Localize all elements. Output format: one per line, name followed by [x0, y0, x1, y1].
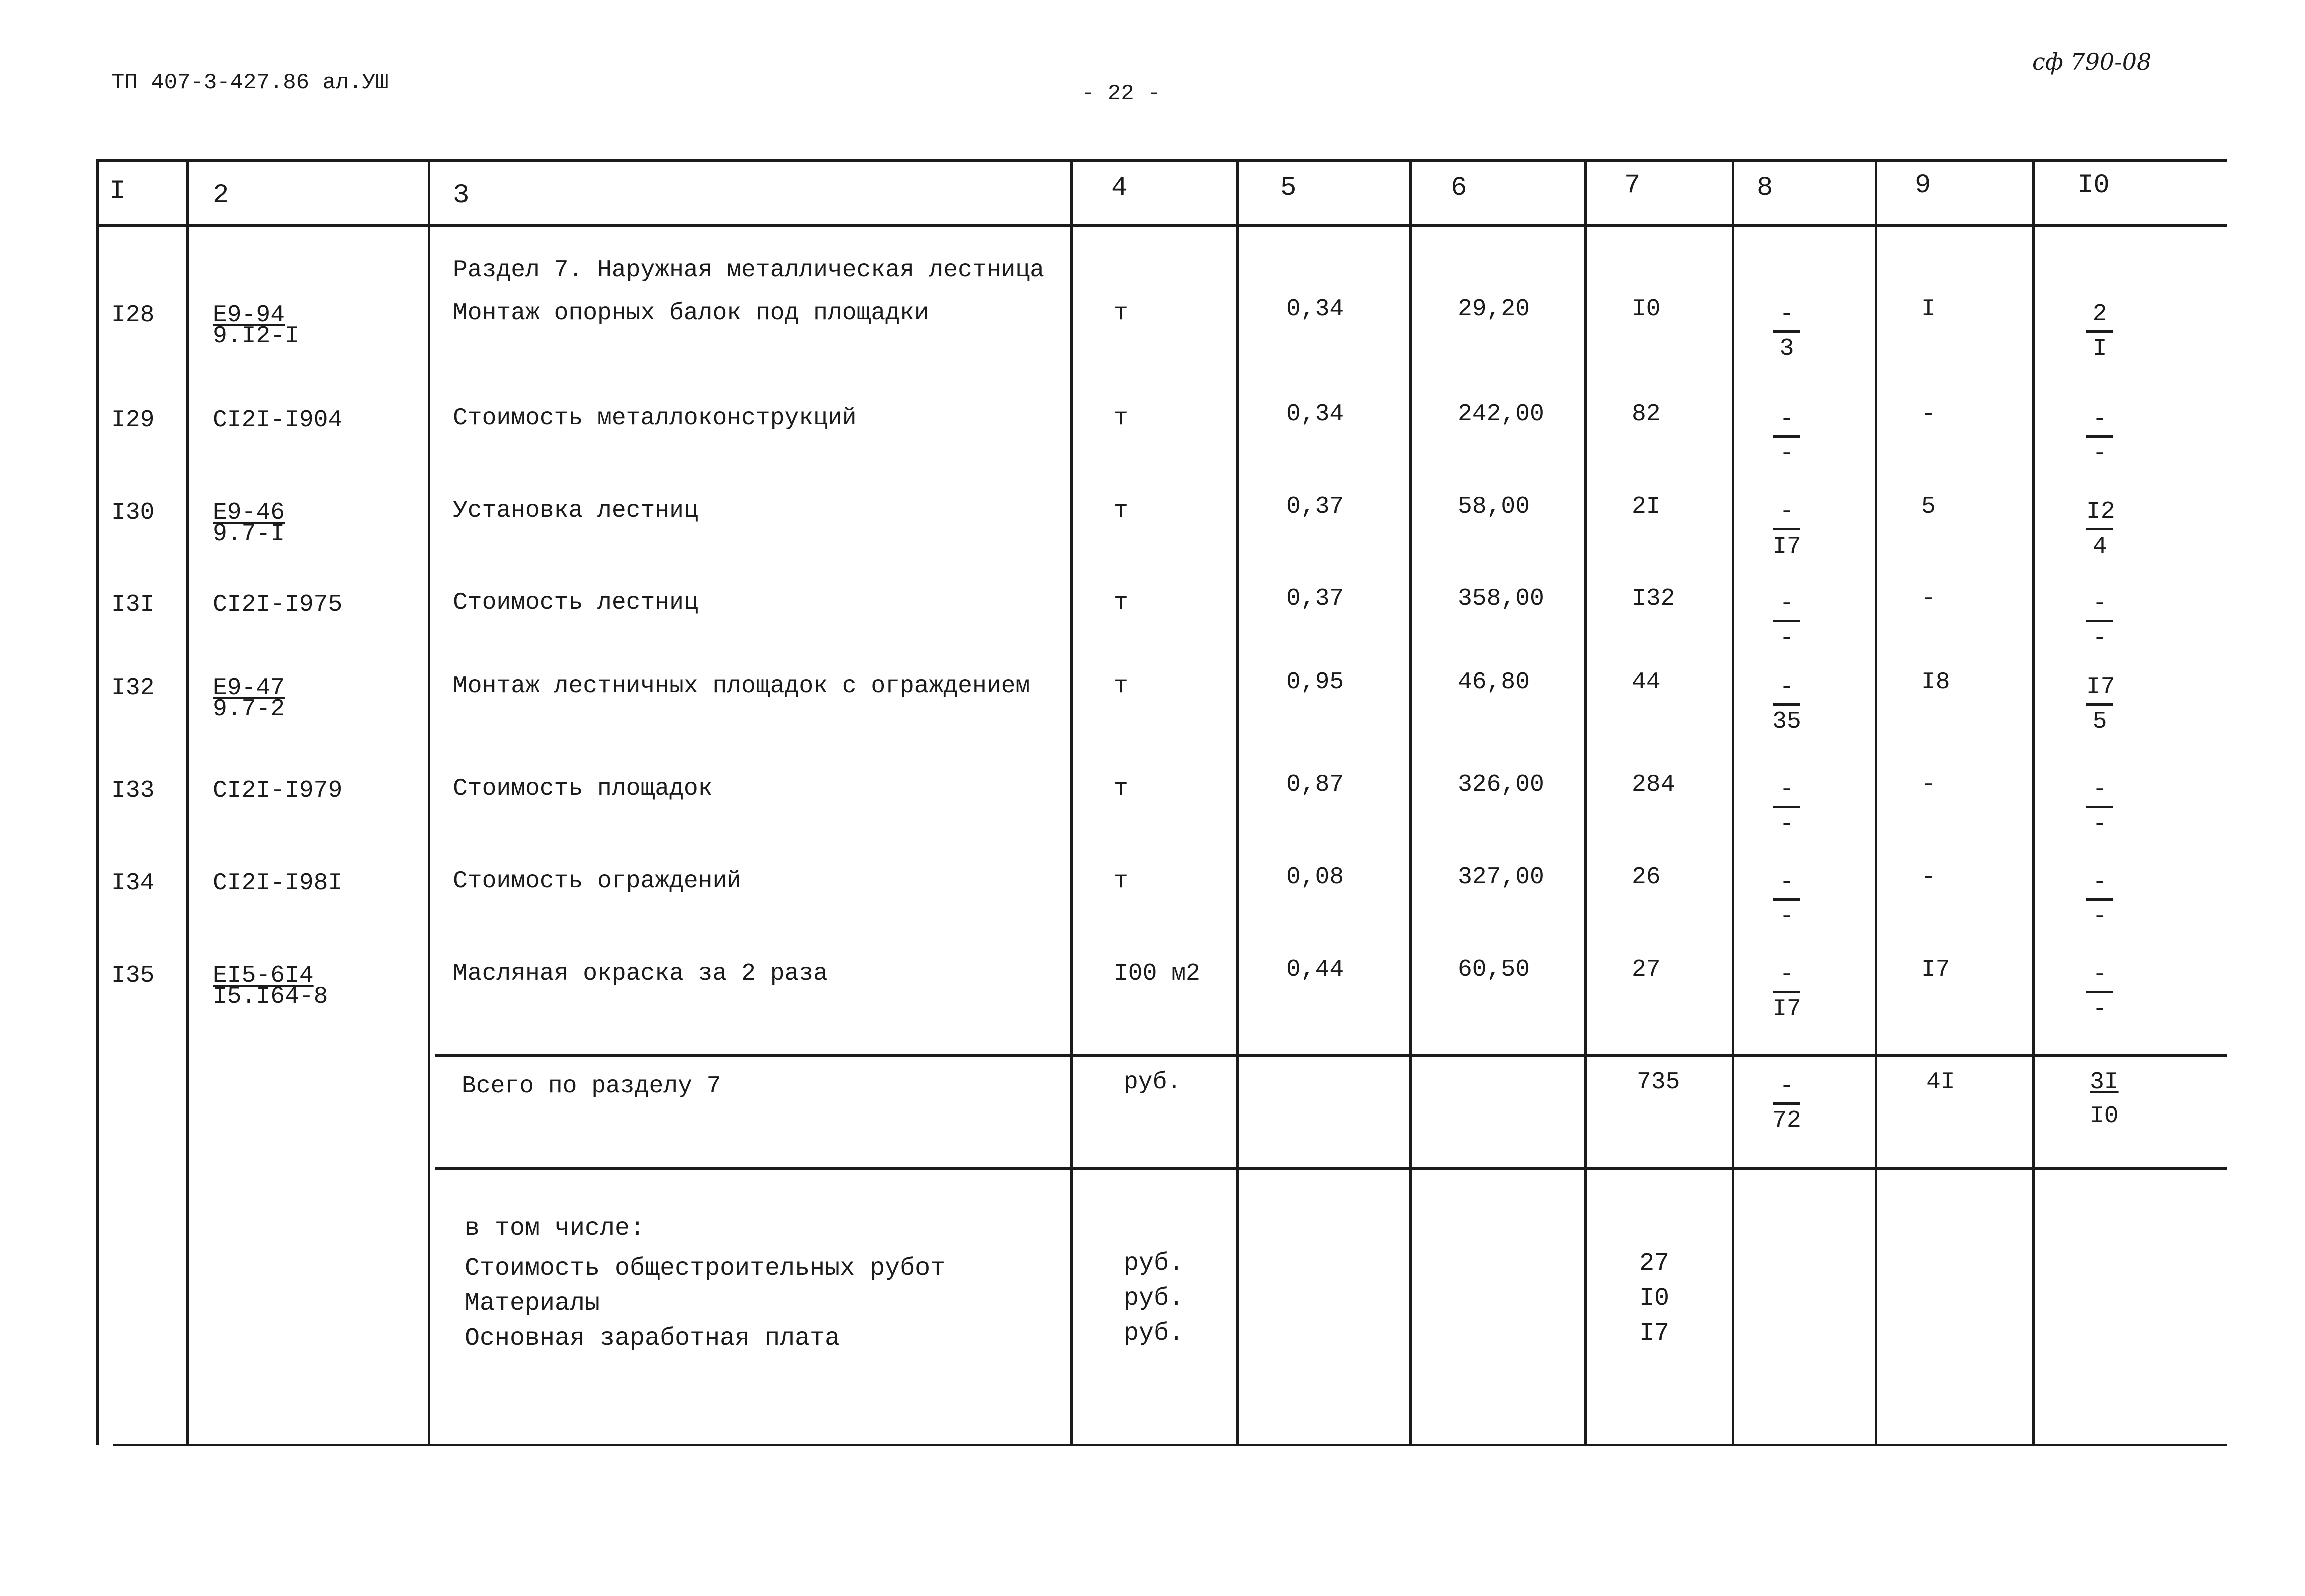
total-label: Всего по разделу 7 — [462, 1073, 721, 1100]
row-number: I30 — [111, 499, 155, 526]
col8-fraction — [1759, 298, 1814, 365]
col9-value: - — [1921, 401, 1936, 428]
row-number: I35 — [111, 962, 155, 989]
total-col8-fraction — [1759, 1070, 1814, 1137]
quantity: 0,37 — [1286, 493, 1344, 520]
col8-fraction — [1759, 588, 1814, 654]
fraction-denominator: 4 — [2092, 533, 2107, 560]
row-number: I33 — [111, 777, 155, 804]
col9-value: I8 — [1921, 669, 1950, 696]
breakdown-value: I0 — [1639, 1284, 1670, 1313]
unit-price: 58,00 — [1458, 493, 1530, 520]
column-header: I — [109, 176, 126, 207]
quantity: 0,44 — [1286, 956, 1344, 983]
col10-fraction — [2072, 496, 2127, 563]
fraction-denominator: - — [2092, 811, 2107, 838]
norm-code: Е9-94 — [213, 302, 285, 329]
quantity: 0,37 — [1286, 585, 1344, 612]
col8-fraction — [1759, 866, 1814, 933]
fraction-denominator: I7 — [1772, 996, 1801, 1023]
work-name: Стоимость ограждений — [453, 868, 742, 895]
fraction-numerator: - — [1773, 774, 1800, 808]
column-header: 7 — [1624, 170, 1641, 201]
row-number: I32 — [111, 675, 155, 702]
breakdown-value: 27 — [1639, 1249, 1670, 1278]
fraction-numerator: - — [1773, 1070, 1800, 1105]
section-title: Раздел 7. Наружная металлическая лестница — [453, 257, 1044, 284]
fraction-numerator: - — [2086, 588, 2113, 622]
norm-code: СI2I-I979 — [213, 777, 343, 804]
column-header: 4 — [1111, 173, 1128, 203]
unit: т — [1114, 497, 1128, 524]
fraction-denominator: - — [1779, 625, 1794, 652]
column-header: 6 — [1451, 173, 1467, 203]
col10-fraction — [2072, 588, 2127, 654]
total-value: 735 — [1637, 1069, 1680, 1096]
fraction-denominator: - — [1779, 440, 1794, 467]
fraction-denominator: - — [2092, 625, 2107, 652]
unit-price: 46,80 — [1458, 669, 1530, 696]
fraction-numerator: - — [1773, 671, 1800, 706]
column-header: 5 — [1280, 173, 1297, 203]
archive-stamp: сф 790-08 — [2032, 48, 2152, 75]
norm-code-secondary: I5.I64-8 — [213, 983, 328, 1010]
norm-code-secondary: 9.7-I — [213, 520, 285, 548]
unit: т — [1114, 775, 1128, 802]
quantity: 0,34 — [1286, 296, 1344, 323]
norm-code: Е9-46 — [213, 499, 285, 526]
work-name: Установка лестниц — [453, 497, 698, 524]
work-name: Стоимость площадок — [453, 775, 713, 802]
column-header: 9 — [1915, 170, 1931, 201]
fraction-numerator: - — [1773, 588, 1800, 622]
fraction-numerator: - — [2086, 403, 2113, 438]
work-name: Монтаж опорных балок под площадки — [453, 300, 929, 327]
quantity: 0,08 — [1286, 864, 1344, 891]
fraction-numerator: - — [1773, 298, 1800, 333]
col8-fraction — [1759, 671, 1814, 738]
total-col10-denominator: I0 — [2090, 1103, 2119, 1130]
fraction-numerator: - — [1773, 496, 1800, 530]
norm-code: Е9-47 — [213, 675, 285, 702]
breakdown-unit: руб. — [1124, 1319, 1184, 1348]
norm-code: СI2I-I98I — [213, 870, 343, 897]
quantity: 0,95 — [1286, 669, 1344, 696]
total-cost: 2I — [1632, 493, 1661, 520]
unit-price: 327,00 — [1458, 864, 1544, 891]
breakdown-heading: в том числе: — [465, 1214, 645, 1243]
fraction-numerator: - — [2086, 866, 2113, 901]
work-name: Стоимость лестниц — [453, 589, 698, 616]
norm-code-secondary: 9.7-2 — [213, 696, 285, 723]
total-cost: I0 — [1632, 296, 1661, 323]
col9-value: 5 — [1921, 493, 1936, 520]
total-cost: 27 — [1632, 956, 1661, 983]
column-header: 2 — [213, 180, 229, 211]
fraction-numerator: I7 — [2086, 671, 2113, 706]
col9-value: - — [1921, 864, 1936, 891]
fraction-denominator: 35 — [1772, 708, 1801, 735]
fraction-denominator: - — [1779, 903, 1794, 930]
fraction-denominator: - — [2092, 440, 2107, 467]
col10-fraction — [2072, 866, 2127, 933]
total-cost: 82 — [1632, 401, 1661, 428]
norm-code: ЕI5-6I4 — [213, 962, 314, 989]
col10-fraction — [2072, 671, 2127, 738]
col10-fraction — [2072, 959, 2127, 1025]
work-name: Монтаж лестничных площадок с ограждением — [453, 673, 1030, 700]
row-number: I3I — [111, 591, 155, 618]
column-header: 3 — [453, 180, 470, 211]
fraction-denominator: I — [2092, 335, 2107, 362]
row-number: I34 — [111, 870, 155, 897]
norm-code: СI2I-I975 — [213, 591, 343, 618]
quantity: 0,34 — [1286, 401, 1344, 428]
total-cost: 284 — [1632, 771, 1675, 798]
unit-price: 326,00 — [1458, 771, 1544, 798]
col9-value: - — [1921, 585, 1936, 612]
breakdown-value: I7 — [1639, 1319, 1670, 1348]
total-cost: I32 — [1632, 585, 1675, 612]
work-name: Стоимость металлоконструкций — [453, 405, 857, 432]
column-header: I0 — [2077, 170, 2110, 201]
total-unit: руб. — [1124, 1069, 1182, 1096]
fraction-denominator: - — [2092, 996, 2107, 1023]
fraction-denominator: - — [2092, 903, 2107, 930]
col9-value: I — [1921, 296, 1936, 323]
breakdown-unit: руб. — [1124, 1249, 1184, 1278]
col8-fraction — [1759, 403, 1814, 470]
breakdown-name: Основная заработная плата — [465, 1324, 840, 1353]
total-cost: 44 — [1632, 669, 1661, 696]
unit-price: 29,20 — [1458, 296, 1530, 323]
fraction-denominator: 72 — [1772, 1107, 1801, 1134]
col10-fraction — [2072, 403, 2127, 470]
col8-fraction — [1759, 774, 1814, 840]
unit: т — [1114, 673, 1128, 700]
col8-fraction — [1759, 959, 1814, 1025]
fraction-denominator: 5 — [2092, 708, 2107, 735]
work-name: Масляная окраска за 2 раза — [453, 960, 828, 987]
unit-price: 60,50 — [1458, 956, 1530, 983]
total-cost: 26 — [1632, 864, 1661, 891]
unit: т — [1114, 589, 1128, 616]
fraction-numerator: - — [2086, 959, 2113, 993]
col10-fraction — [2072, 298, 2127, 365]
col10-fraction — [2072, 774, 2127, 840]
col8-fraction — [1759, 496, 1814, 563]
fraction-numerator: - — [1773, 866, 1800, 901]
unit-price: 358,00 — [1458, 585, 1544, 612]
norm-code: СI2I-I904 — [213, 407, 343, 434]
col9-value: I7 — [1921, 956, 1950, 983]
page-number: - 22 - — [1081, 81, 1161, 106]
breakdown-unit: руб. — [1124, 1284, 1184, 1313]
row-number: I28 — [111, 302, 155, 329]
norm-code-secondary: 9.I2-I — [213, 323, 299, 350]
unit-price: 242,00 — [1458, 401, 1544, 428]
document-code: ТП 407-3-427.86 ал.УШ — [111, 70, 389, 95]
quantity: 0,87 — [1286, 771, 1344, 798]
col9-value: - — [1921, 771, 1936, 798]
unit: т — [1114, 405, 1128, 432]
breakdown-name: Стоимость общестроительных рубот — [465, 1254, 946, 1283]
fraction-denominator: - — [1779, 811, 1794, 838]
fraction-numerator: - — [1773, 959, 1800, 993]
fraction-numerator: - — [1773, 403, 1800, 438]
fraction-denominator: I7 — [1772, 533, 1801, 560]
fraction-numerator: I2 — [2086, 496, 2113, 530]
fraction-denominator: 3 — [1779, 335, 1794, 362]
fraction-numerator: - — [2086, 774, 2113, 808]
total-col10-numerator: 3I — [2090, 1069, 2119, 1096]
row-number: I29 — [111, 407, 155, 434]
fraction-numerator: 2 — [2086, 298, 2113, 333]
breakdown-name: Материалы — [465, 1289, 600, 1318]
unit: I00 м2 — [1114, 960, 1200, 987]
column-header: 8 — [1757, 173, 1773, 203]
total-col9: 4I — [1926, 1069, 1955, 1096]
unit: т — [1114, 868, 1128, 895]
unit: т — [1114, 300, 1128, 327]
